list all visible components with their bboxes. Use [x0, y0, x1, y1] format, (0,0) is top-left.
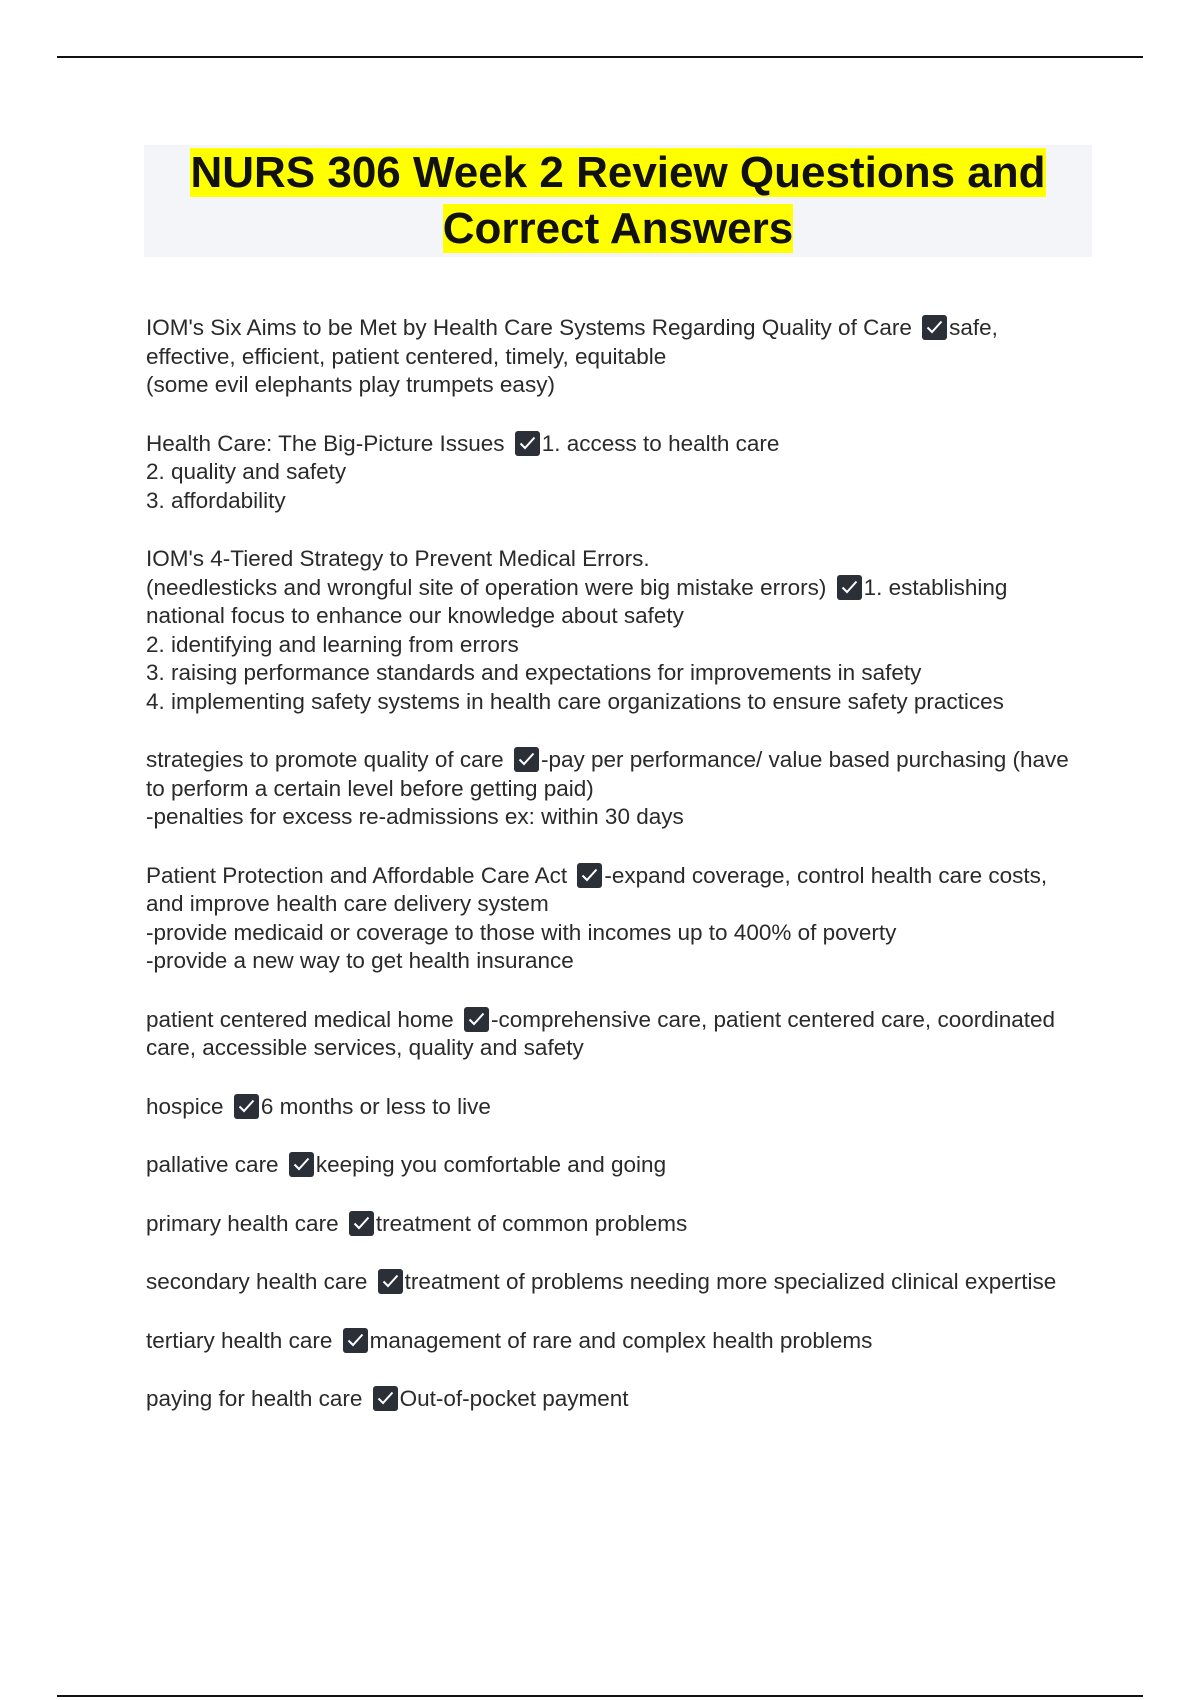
qa-item: [146, 1093, 1076, 1122]
question-text: Patient Protection and Affordable Care Act: [146, 862, 568, 888]
check-box-icon: [343, 1328, 368, 1353]
check-box-icon: [349, 1211, 374, 1236]
qa-list: [146, 314, 1076, 1444]
answer-text: keeping you comfortable and going: [315, 1152, 667, 1177]
answer-text: -expand coverage, control health care costs, and improve health care delivery system -provide medicaid or coverage to those with incomes up to 400% of poverty -provide a new way to get health insurance: [146, 862, 1048, 973]
qa-item: [146, 1210, 1076, 1239]
answer-text: safe, effective, efficient, patient centered, timely, equitable (some evil elephants play trumpets easy): [146, 315, 998, 397]
check-box-icon: [514, 747, 539, 772]
qa-item: [146, 746, 1076, 832]
question-text: tertiary health care: [146, 1327, 333, 1353]
answer-text: -comprehensive care, patient centered care, coordinated care, accessible services, quality and safety: [146, 1006, 1056, 1060]
answer-text: management of rare and complex health problems: [369, 1327, 873, 1353]
question-text: Health Care: The Big-Picture Issues: [146, 430, 505, 456]
question-text: paying for health care: [146, 1386, 363, 1411]
title-line-1: NURS 306 Week 2 Review Questions and: [190, 148, 1046, 197]
question-text: patient centered medical home: [146, 1006, 454, 1032]
qa-item: [146, 545, 1076, 716]
qa-item: [146, 1151, 1076, 1180]
question-text: secondary health care: [146, 1269, 368, 1294]
question-text: pallative care: [146, 1152, 279, 1177]
qa-item: [146, 1006, 1076, 1063]
qa-item: [146, 1268, 1076, 1297]
answer-text: 6 months or less to live: [260, 1093, 491, 1119]
answer-text: -pay per performance/ value based purchasing (have to perform a certain level before getting paid) -penalties for excess re-admissions ex: within 30 days: [146, 747, 1069, 829]
qa-item: [146, 314, 1076, 400]
question-text: strategies to promote quality of care: [146, 747, 504, 772]
check-box-icon: [464, 1007, 489, 1032]
qa-item: [146, 862, 1076, 976]
question-text: hospice: [146, 1093, 224, 1119]
qa-item: [146, 1385, 1076, 1414]
qa-item: [146, 430, 1076, 516]
check-box-icon: [289, 1152, 314, 1177]
answer-text: treatment of problems needing more specialized clinical expertise: [404, 1269, 1057, 1294]
question-text: IOM's 4-Tiered Strategy to Prevent Medical Errors. (needlesticks and wrongful site of operation were big mistake errors): [146, 546, 827, 600]
check-box-icon: [373, 1386, 398, 1411]
answer-text: Out-of-pocket payment: [399, 1386, 629, 1411]
top-divider: [57, 56, 1143, 58]
page-title: [144, 145, 1092, 257]
check-box-icon: [922, 315, 947, 340]
answer-text: treatment of common problems: [375, 1210, 688, 1236]
answer-text: 1. establishing national focus to enhance our knowledge about safety 2. identifying and learning from errors 3. raising performance standards and expectations for improvements in safety 4. implementing safety systems in health care organizations to ensure safety practices: [146, 574, 1008, 714]
qa-item: [146, 1327, 1076, 1356]
bottom-divider: [57, 1695, 1143, 1697]
check-box-icon: [577, 863, 602, 888]
answer-text: 1. access to health care 2. quality and safety 3. affordability: [146, 430, 780, 513]
question-text: primary health care: [146, 1210, 339, 1236]
check-box-icon: [837, 575, 862, 600]
check-box-icon: [234, 1094, 259, 1119]
title-block: [144, 145, 1092, 257]
title-line-2: Correct Answers: [442, 204, 794, 253]
question-text: IOM's Six Aims to be Met by Health Care Systems Regarding Quality of Care: [146, 315, 912, 340]
check-box-icon: [515, 431, 540, 456]
check-box-icon: [378, 1269, 403, 1294]
